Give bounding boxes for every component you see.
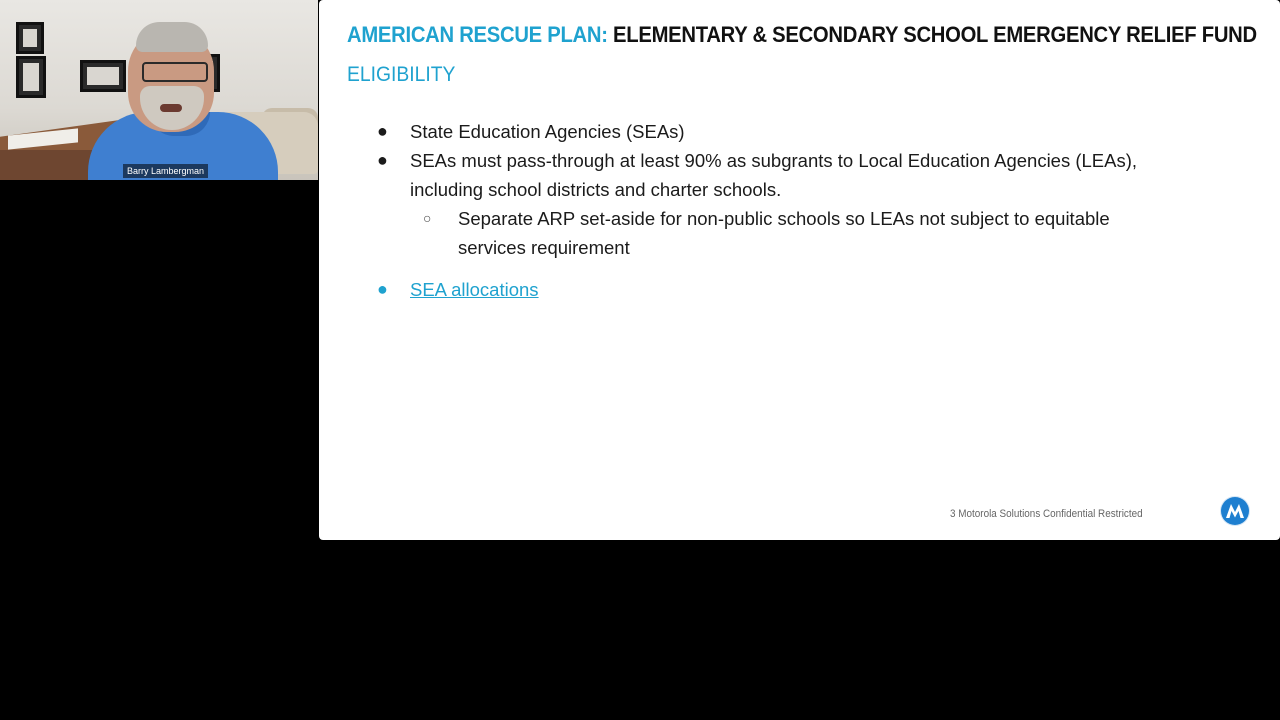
motorola-logo-icon [1221, 497, 1249, 525]
bullet-dot-icon: ● [377, 121, 388, 141]
wall-picture-frame [16, 56, 46, 98]
bullet-item [375, 117, 1165, 146]
participant-name-label: Barry Lambergman [123, 164, 208, 178]
sea-allocations-link[interactable]: SEA allocations [410, 279, 539, 300]
person-glasses [142, 62, 208, 82]
bullet-text: SEAs must pass-through at least 90% as subgrants to Local Education Agencies (LEAs), including school districts and charter schools. [410, 150, 1138, 200]
participant-video-tile[interactable] [0, 0, 318, 180]
person-mouth [160, 104, 182, 112]
bullet-text: State Education Agencies (SEAs) [410, 121, 685, 142]
wall-picture-frame [16, 22, 44, 54]
slide-footer [950, 508, 1143, 520]
bullet-item-link [375, 275, 1165, 304]
bullet-ring-icon: ○ [423, 210, 432, 226]
slide-subtitle: ELIGIBILITY [347, 63, 456, 86]
presentation-slide [319, 0, 1280, 540]
wall-picture-frame [80, 60, 126, 92]
bullet-dot-icon: ● [377, 150, 388, 170]
slide-page-number: 3 [950, 508, 956, 520]
bullet-item [375, 146, 1165, 204]
bullet-dot-icon: ● [377, 279, 388, 299]
sub-bullet-item [423, 204, 1165, 262]
slide-footer-label: Motorola Solutions Confidential Restricted [958, 508, 1143, 520]
sub-bullet-text: Separate ARP set-aside for non-public schools so LEAs not subject to equitable services requirement [458, 208, 1110, 258]
slide-title-accent: AMERICAN RESCUE PLAN: [347, 22, 608, 47]
slide-title [347, 22, 1257, 48]
person-hair [136, 22, 208, 52]
bullet-list [375, 117, 1165, 304]
slide-title-rest: ELEMENTARY & SECONDARY SCHOOL EMERGENCY RELIEF FUND [613, 22, 1257, 47]
